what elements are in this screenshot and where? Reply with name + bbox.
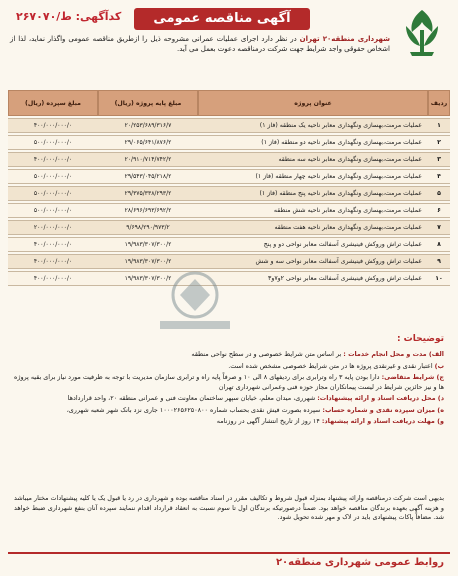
cell-title: عملیات مرمت،بهسازی ونگهداری معابر ناحیه سه منطقه: [198, 152, 428, 167]
notes-heading: توضیحات :: [396, 334, 444, 344]
cell-deposit: ۲۰۰/۰۰۰/۰۰۰/۰: [8, 220, 98, 235]
col-deposit: مبلغ سپرده (ریال): [8, 90, 98, 116]
ad-code: کدآگهی: ط/۲۶۷۰۷۰: [16, 10, 122, 23]
table-row: [8, 135, 450, 150]
page-title: آگهی مناقصه عمومی: [134, 8, 310, 30]
cell-deposit: ۴۰۰/۰۰۰/۰۰۰/۰: [8, 118, 98, 133]
intro-text: در نظر دارد اجرای عملیات عمرانی مشروحه ذیل را ازطریق مناقصه عمومی واگذار نماید، لذا از اشخاص حقوقی واجد شرایط جهت شرکت درمناقصه دعوت بعمل می آید.: [10, 35, 390, 53]
cell-index: ۸: [428, 237, 450, 252]
cell-index: ۶: [428, 203, 450, 218]
note-item: [14, 350, 444, 360]
cell-index: ۵: [428, 186, 450, 201]
cell-title: عملیات مرمت،بهسازی ونگهداری معابر ناحیه دو منطقه (فاز ۱): [198, 135, 428, 150]
footer-signature: روابط عمومی شهرداری منطقه۲۰: [8, 552, 450, 570]
cell-title: عملیات مرمت،بهسازی ونگهداری معابر ناحیه هفت منطقه: [198, 220, 428, 235]
note-item: [14, 406, 444, 416]
notes-list: [14, 350, 444, 429]
col-index: ردیف: [428, 90, 450, 116]
footer-paragraph: بدیهی است شرکت درمناقصه وارائه پیشنهاد بمنزله قبول شروط و تکالیف مقرر در اسناد مناقصه بوده و شهرداری در رد یا قبول یک یا کلیه پیشنهادات مختار میباشد و هزینه آگهی بعهده برندگان مناقصه خواهد بود. ضمناً درصورتیکه برندگان اول تا سوم نسبت به انعقاد قرارداد اقدام ننمایند سپرده آنان بنفع شهرداری ضبط خواهد شد. مضافاً پاکات پیشنهادی باید در لاک و مهر شده تحویل شود.: [14, 494, 444, 521]
table-row: [8, 186, 450, 201]
municipality-logo-icon: [396, 6, 448, 62]
cell-index: ۳: [428, 152, 450, 167]
note-text: سپرده بصورت فیش نقدی بحساب شماره ۱۰۰۰۲۶۵۶۲۵۰۸۰۰ جاری نزد بانک شهر شعبه شهرری،: [66, 405, 321, 414]
cell-deposit: ۵۰۰/۰۰۰/۰۰۰/۰: [8, 169, 98, 184]
col-title: عنوان پروژه: [198, 90, 428, 116]
cell-deposit: ۵۰۰/۰۰۰/۰۰۰/۰: [8, 203, 98, 218]
cell-deposit: ۴۰۰/۰۰۰/۰۰۰/۰: [8, 271, 98, 286]
cell-index: ۷: [428, 220, 450, 235]
cell-title: عملیات تراش وروکش فینیشری آسفالت معابر نواحی ۲و۷و۳: [198, 271, 428, 286]
note-item: [14, 417, 444, 427]
cell-base: ۲۹/۳۷۵/۳۳۸/۲۹۳/۲: [98, 186, 198, 201]
cell-index: ۹: [428, 254, 450, 269]
watermark-logo-icon: [150, 265, 240, 335]
cell-title: عملیات مرمت،بهسازی ونگهداری معابر ناحیه یک منطقه (فاز ۱): [198, 118, 428, 133]
table-row: [8, 237, 450, 252]
cell-base: ۹/۶۹۸/۲۹۰/۹۷۳/۲: [98, 220, 198, 235]
cell-base: ۲۹/۰۶۵/۶۴۱/۸۷۶/۲: [98, 135, 198, 150]
cell-index: ۴: [428, 169, 450, 184]
note-item: [14, 362, 444, 372]
note-item: [14, 394, 444, 404]
cell-base: ۲۹/۵۴۳/۰۴۵/۲۱۸/۲: [98, 169, 198, 184]
table-row: [8, 220, 450, 235]
cell-base: ۱۹/۹۸۳/۳۰۷/۳۰۰/۲: [98, 237, 198, 252]
cell-deposit: ۴۰۰/۰۰۰/۰۰۰/۰: [8, 254, 98, 269]
note-text: شهرری، میدان معلم، خیابان سپهر ساختمان معاونت فنی و عمرانی منطقه ۲۰، واحد قراردادها: [67, 394, 316, 402]
cell-title: عملیات تراش وروکش فینیشری آسفالت معابر نواحی دو و پنج: [198, 237, 428, 252]
cell-index: ۲: [428, 135, 450, 150]
header: [8, 4, 450, 64]
note-key: الف) مدت و محل انجام خدمات :: [343, 350, 444, 358]
table-header-row: [8, 90, 450, 116]
cell-deposit: ۵۰۰/۰۰۰/۰۰۰/۰: [8, 135, 98, 150]
projects-table: [8, 88, 450, 288]
cell-base: ۱۹/۹۸۳/۳۰۷/۳۰۰/۲: [98, 254, 198, 269]
intro-paragraph: [10, 34, 390, 54]
cell-base: ۲۰/۹۱۰/۷۱۴/۷۴۲/۲: [98, 152, 198, 167]
col-base: مبلغ پایه پروژه (ریال): [98, 90, 198, 116]
cell-title: عملیات مرمت،بهسازی ونگهداری معابر ناحیه چهار منطقه (فاز ۱): [198, 169, 428, 184]
table-row: [8, 203, 450, 218]
note-key: ج) شرایط متقاضی:: [381, 373, 444, 381]
cell-index: ۱: [428, 118, 450, 133]
cell-index: ۱۰: [428, 271, 450, 286]
cell-base: ۱۹/۹۸۳/۳۰۷/۳۰۰/۲: [98, 271, 198, 286]
cell-title: عملیات مرمت،بهسازی ونگهداری معابر ناحیه شش منطقه: [198, 203, 428, 218]
table-body: [8, 118, 450, 286]
cell-base: ۲۸/۶۹۶/۶۹۳/۶۹۲/۲: [98, 203, 198, 218]
note-text: اعتبار نقدی و غیرنقدی پروژه ها در متن شرایط خصوصی مشخص شده است.: [228, 361, 433, 370]
note-text: بر اساس متن شرایط خصوصی و در سطح نواحی منطقه: [191, 350, 342, 358]
cell-deposit: ۴۰۰/۰۰۰/۰۰۰/۰: [8, 237, 98, 252]
note-text: ۱۴ روز از تاریخ انتشار آگهی در روزنامه: [216, 417, 320, 425]
table-row: [8, 169, 450, 184]
table-row: [8, 152, 450, 167]
intro-organization: شهرداری منطقه۲۰ تهران: [299, 35, 390, 43]
note-item: [14, 373, 444, 392]
cell-title: عملیات مرمت،بهسازی ونگهداری معابر ناحیه پنج منطقه (فاز ۱): [198, 186, 428, 201]
note-key: ب): [434, 361, 444, 370]
note-key: و) مهلت دریافت اسناد و ارائه پیشنهاد:: [321, 417, 444, 425]
cell-deposit: ۵۰۰/۰۰۰/۰۰۰/۰: [8, 186, 98, 201]
cell-base: ۲۰/۲۵۳/۶۸۹/۳۱۶/۷: [98, 118, 198, 133]
cell-deposit: ۴۰۰/۰۰۰/۰۰۰/۰: [8, 152, 98, 167]
note-key: د) محل دریافت اسناد و ارائه پیشنهادات:: [317, 394, 444, 402]
cell-title: عملیات تراش وروکش فینیشری آسفالت معابر نواحی سه و شش: [198, 254, 428, 269]
note-key: ه) میزان سپرده نقدی و شماره حساب:: [322, 405, 444, 414]
note-text: دارا بودن پایه ۳ راه وترابری برای ردیفهای ۸ الی ۱۰ و صرفاً پایه راه و ترابری سازمان مدیریت با توجه به ظرفیت مورد نیاز برای بقیه پروژه ها و نیز حائزین شرایط در لیست پیمانکاران مجاز حوزه فنی وعمرانی شهرداری تهران: [14, 373, 444, 391]
table-row: [8, 118, 450, 133]
